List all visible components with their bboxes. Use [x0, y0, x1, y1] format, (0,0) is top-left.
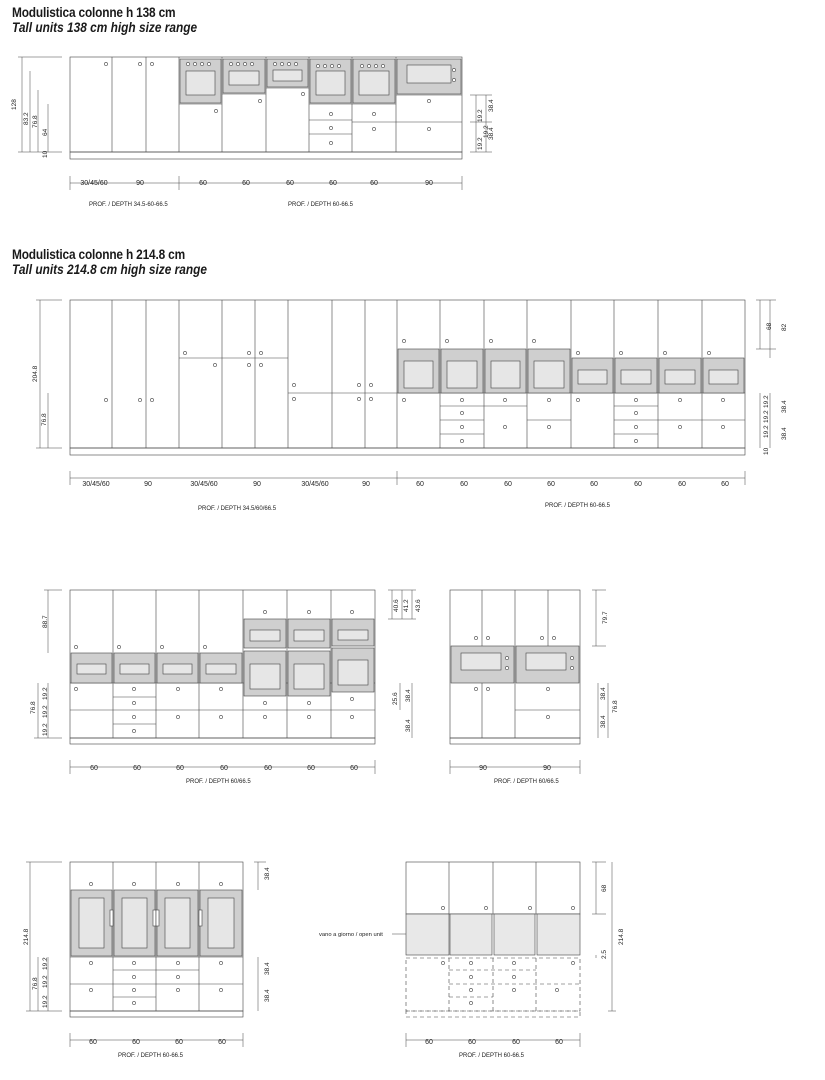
width-label: 30/45/60 [190, 481, 218, 488]
section1-height-labels [11, 99, 495, 158]
width-label: 60 [504, 481, 512, 488]
plinth [70, 1011, 243, 1017]
plinth [70, 738, 375, 744]
section1-depth-left: PROF. / DEPTH 34.5-60-66.5 [89, 202, 168, 208]
width-label: 60 [90, 765, 98, 772]
width-label: 90 [543, 765, 551, 772]
height-label: 68 [766, 322, 773, 330]
height-label: 68 [601, 884, 608, 892]
height-label: 19.2 [483, 125, 490, 138]
height-label: 38.4 [600, 715, 607, 728]
width-label: 60 [678, 481, 686, 488]
width-label: 60 [199, 180, 207, 187]
height-label: 76.8 [41, 413, 48, 426]
section4b-elevation [406, 862, 580, 914]
width-label: 90 [136, 180, 144, 187]
height-label: 76.8 [612, 700, 619, 713]
width-label: 30/45/60 [82, 481, 110, 488]
height-label: 76.8 [32, 977, 39, 990]
section4b-open-units [406, 914, 580, 955]
section3a-depth: PROF. / DEPTH 60/66.5 [186, 779, 251, 785]
height-label: 43.6 [415, 599, 422, 612]
section2-title: Modulistica colonne h 214.8 cm [12, 247, 185, 262]
section1-subtitle: Tall units 138 cm high size range [12, 20, 198, 35]
open-unit [450, 914, 492, 955]
height-label: 40.6 [393, 599, 400, 612]
height-label: 128 [11, 99, 18, 110]
open-unit [494, 914, 535, 955]
open-unit-label: vano a giorno / open unit [319, 932, 383, 938]
height-label: 38.4 [405, 689, 412, 702]
height-label: 214.8 [23, 928, 30, 945]
width-label: 60 [590, 481, 598, 488]
section3a-width-labels [90, 765, 358, 772]
width-label: 60 [175, 1039, 183, 1046]
width-label: 90 [479, 765, 487, 772]
section2-subtitle: Tall units 214.8 cm high size range [12, 262, 207, 277]
height-label: 38.4 [781, 427, 788, 440]
height-label: 19.2 [477, 137, 484, 150]
width-label: 60 [133, 765, 141, 772]
width-label: 60 [220, 765, 228, 772]
width-label: 60 [307, 765, 315, 772]
section3b-width-labels [479, 765, 551, 772]
height-label: 19.2 [42, 995, 49, 1008]
height-label: 19.2 [42, 687, 49, 700]
width-label: 90 [253, 481, 261, 488]
height-label: 38.4 [264, 989, 271, 1002]
height-label: 38.4 [488, 127, 495, 140]
height-label: 79.7 [602, 611, 609, 624]
height-label: 88.7 [42, 615, 49, 628]
height-label: 76.8 [30, 701, 37, 714]
width-label: 60 [176, 765, 184, 772]
height-label: 38.4 [264, 867, 271, 880]
section4a-depth: PROF. / DEPTH 60-66.5 [118, 1053, 184, 1059]
open-unit [406, 914, 449, 955]
height-label: 76.8 [32, 115, 39, 128]
width-label: 60 [132, 1039, 140, 1046]
width-label: 60 [721, 481, 729, 488]
width-label: 90 [425, 180, 433, 187]
section4b-dashed-base [406, 958, 580, 1017]
plinth [70, 152, 462, 159]
width-label: 60 [264, 765, 272, 772]
width-label: 60 [468, 1039, 476, 1046]
height-label: 25.6 [392, 692, 399, 705]
open-unit [537, 914, 580, 955]
height-label: 19.2 [42, 957, 49, 970]
width-label: 60 [425, 1039, 433, 1046]
plinth [70, 448, 745, 455]
width-label: 90 [144, 481, 152, 488]
section4b-depth: PROF. / DEPTH 60-66.5 [459, 1053, 525, 1059]
height-label: 19.2 [763, 410, 770, 423]
height-label: 204.8 [32, 365, 39, 382]
width-label: 60 [555, 1039, 563, 1046]
height-label: 19.2 [763, 395, 770, 408]
height-label: 19.2 [42, 705, 49, 718]
section3b-height-labels [600, 611, 619, 728]
section4b-height-labels [601, 884, 625, 959]
width-label: 60 [218, 1039, 226, 1046]
width-label: 60 [329, 180, 337, 187]
width-label: 60 [286, 180, 294, 187]
height-label: 214.8 [618, 928, 625, 945]
height-label: 83.2 [23, 112, 30, 125]
height-label: 19.2 [763, 425, 770, 438]
height-label: 82 [781, 323, 788, 331]
width-label: 30/45/60 [301, 481, 329, 488]
width-label: 60 [242, 180, 250, 187]
height-label: 41.2 [403, 599, 410, 612]
width-label: 60 [634, 481, 642, 488]
height-label: 38.4 [488, 99, 495, 112]
section1-title: Modulistica colonne h 138 cm [12, 5, 176, 20]
section3b-depth: PROF. / DEPTH 60/66.5 [494, 779, 559, 785]
height-label: 19.2 [477, 109, 484, 122]
width-label: 60 [547, 481, 555, 488]
section2-depth-left: PROF. / DEPTH 34.5/60/66.5 [198, 506, 277, 512]
section4a-glass-doors [71, 890, 242, 956]
height-label: 19.2 [42, 723, 49, 736]
plinth [450, 738, 580, 744]
section3a-ovens [71, 619, 374, 696]
height-label: 38.4 [264, 962, 271, 975]
height-label: 10 [42, 150, 49, 158]
height-label: 38.4 [781, 400, 788, 413]
width-label: 60 [350, 765, 358, 772]
height-label: 38.4 [600, 687, 607, 700]
height-label: 64 [42, 128, 49, 136]
height-label: 10 [763, 447, 770, 455]
section1-depth-right: PROF. / DEPTH 60-66.5 [288, 202, 354, 208]
width-label: 60 [416, 481, 424, 488]
height-label: 38.4 [405, 719, 412, 732]
width-label: 60 [460, 481, 468, 488]
width-label: 90 [362, 481, 370, 488]
width-label: 60 [89, 1039, 97, 1046]
width-label: 60 [370, 180, 378, 187]
section2-depth-right: PROF. / DEPTH 60-66.5 [545, 503, 611, 509]
section1-width-labels [80, 180, 433, 187]
height-label: 2.5 [601, 949, 608, 959]
section2-width-labels [82, 481, 729, 488]
height-label: 19.2 [42, 975, 49, 988]
width-label: 30/45/60 [80, 180, 108, 187]
width-label: 60 [512, 1039, 520, 1046]
